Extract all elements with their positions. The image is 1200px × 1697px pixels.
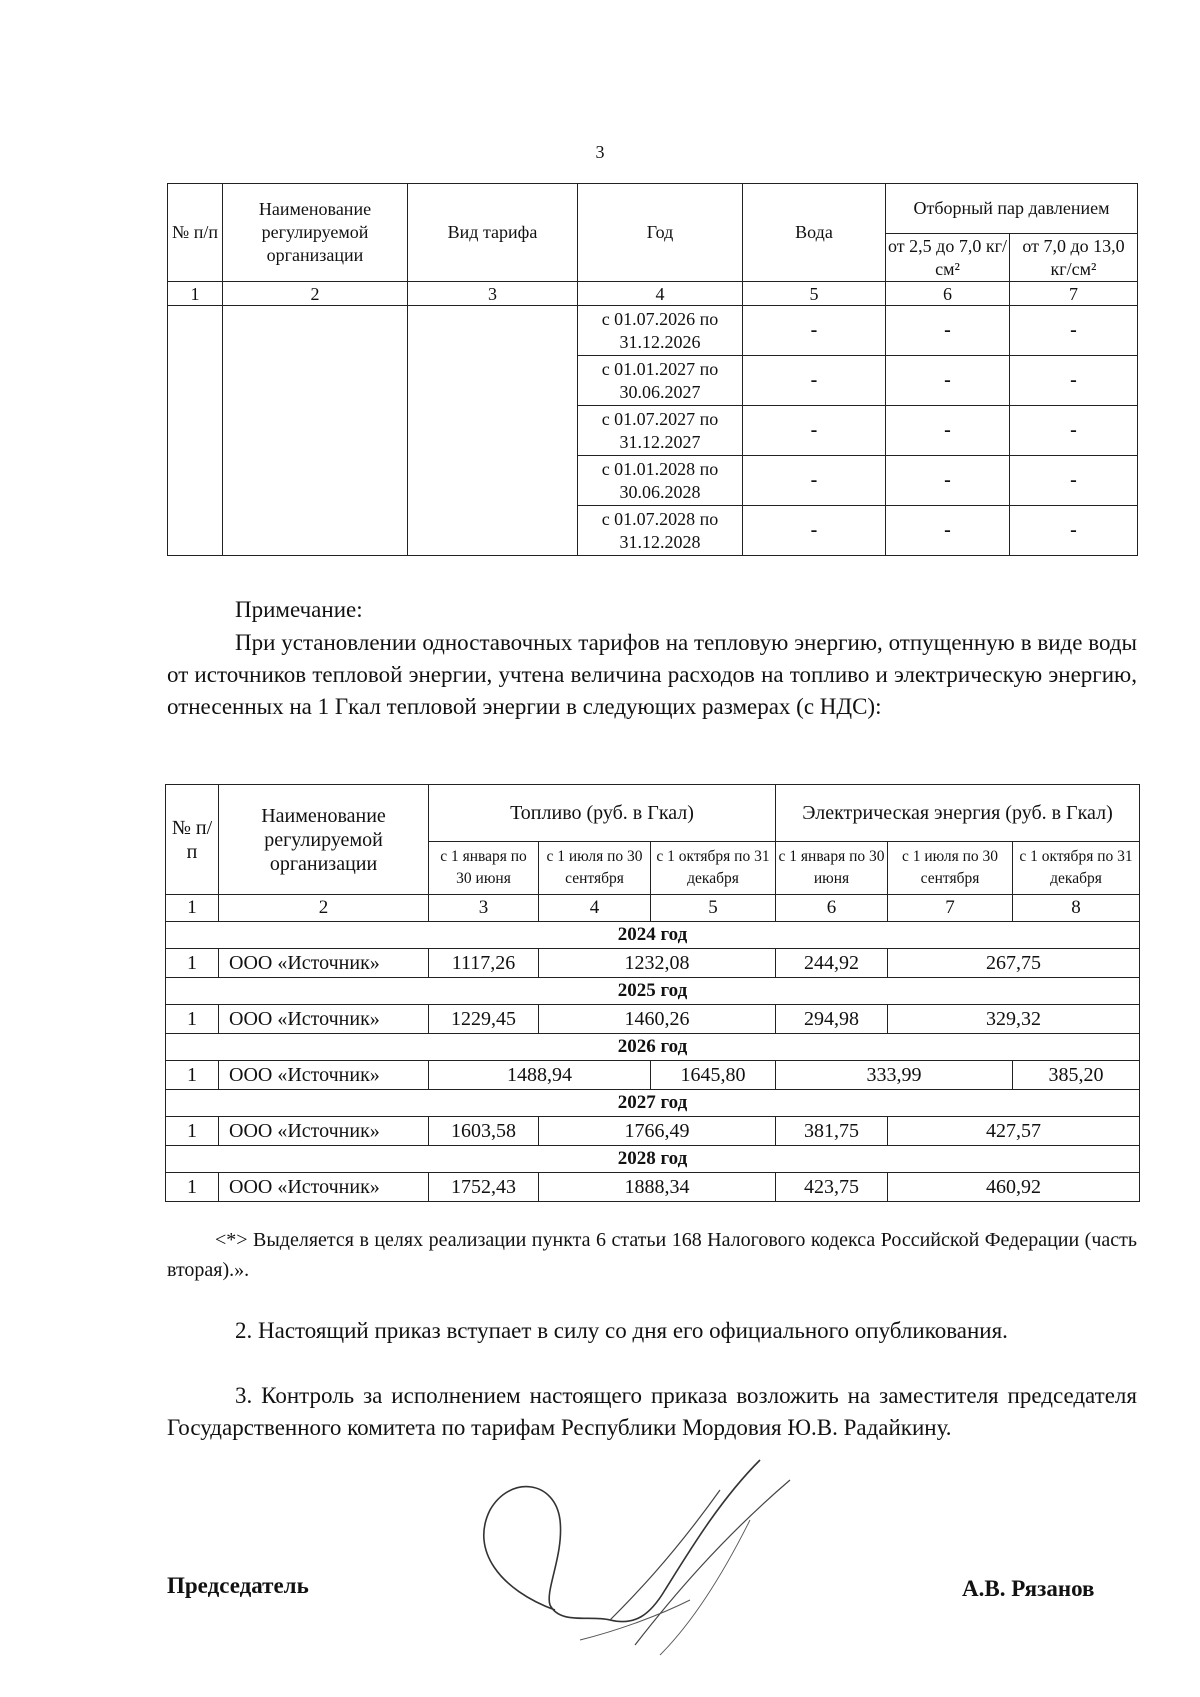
index-cell: 4: [539, 895, 651, 922]
header-org: Наименование регулируемой организации: [223, 184, 408, 282]
year-heading: 2024 год: [166, 922, 1140, 949]
handwritten-signature: [460, 1440, 840, 1680]
row-num: 1: [166, 1173, 219, 1202]
header-fuel: Топливо (руб. в Гкал): [429, 785, 776, 842]
fuel-value: 1766,49: [539, 1117, 776, 1146]
fuel-value: 1488,94: [429, 1061, 651, 1090]
table-row: [166, 1061, 1140, 1090]
cost-table: [165, 784, 1140, 1202]
index-cell: 7: [1010, 282, 1138, 306]
table-row: [166, 1005, 1140, 1034]
fuel-value: 1752,43: [429, 1173, 539, 1202]
fuel-value: 1117,26: [429, 949, 539, 978]
period-cell: с 01.01.2027 по 30.06.2027: [578, 356, 743, 406]
header-steam: Отборный пар давлением: [886, 184, 1138, 234]
water-cell: -: [743, 306, 886, 356]
steam-high-cell: -: [1010, 406, 1138, 456]
index-cell: 2: [223, 282, 408, 306]
water-cell: -: [743, 406, 886, 456]
water-cell: -: [743, 456, 886, 506]
note-title: Примечание:: [235, 597, 363, 622]
index-cell: 7: [888, 895, 1013, 922]
row-num: 1: [166, 1061, 219, 1090]
electric-value: 329,32: [888, 1005, 1140, 1034]
empty-cell: [223, 306, 408, 556]
electric-value: 385,20: [1013, 1061, 1140, 1090]
org-name: ООО «Источник»: [219, 1117, 429, 1146]
steam-low-cell: -: [886, 406, 1010, 456]
electric-value: 244,92: [776, 949, 888, 978]
row-num: 1: [166, 1005, 219, 1034]
header-tariff-type: Вид тарифа: [408, 184, 578, 282]
signatory-name: А.В. Рязанов: [962, 1576, 1095, 1601]
org-name: ООО «Источник»: [219, 1173, 429, 1202]
org-name: ООО «Источник»: [219, 1061, 429, 1090]
year-heading: 2026 год: [166, 1034, 1140, 1061]
org-name: ООО «Источник»: [219, 949, 429, 978]
steam-low-cell: -: [886, 356, 1010, 406]
header-num: № п/п: [166, 785, 219, 895]
fuel-value: 1460,26: [539, 1005, 776, 1034]
steam-high-cell: -: [1010, 356, 1138, 406]
signatory-position: Председатель: [167, 1573, 309, 1598]
steam-low-cell: -: [886, 306, 1010, 356]
steam-high-cell: -: [1010, 456, 1138, 506]
period-cell: с 01.01.2028 по 30.06.2028: [578, 456, 743, 506]
row-num: 1: [166, 1117, 219, 1146]
water-cell: -: [743, 356, 886, 406]
electric-value: 267,75: [888, 949, 1140, 978]
steam-high-cell: -: [1010, 506, 1138, 556]
index-cell: 5: [743, 282, 886, 306]
header-electric: Электрическая энергия (руб. в Гкал): [776, 785, 1140, 842]
table-row: [166, 1173, 1140, 1202]
electric-value: 423,75: [776, 1173, 888, 1202]
electric-value: 460,92: [888, 1173, 1140, 1202]
table-row: [166, 949, 1140, 978]
year-heading: 2027 год: [166, 1090, 1140, 1117]
table-row: [168, 306, 1138, 356]
year-heading: 2028 год: [166, 1146, 1140, 1173]
period-cell: с 01.07.2028 по 31.12.2028: [578, 506, 743, 556]
index-cell: 1: [166, 895, 219, 922]
index-cell: 8: [1013, 895, 1140, 922]
tariff-table: [167, 183, 1138, 556]
column-index-row: [168, 282, 1138, 306]
index-cell: 1: [168, 282, 223, 306]
steam-low-cell: -: [886, 456, 1010, 506]
footnote: <*> Выделяется в целях реализации пункта 6 статьи 168 Налогового кодекса Российской Федерации (часть вторая).».: [167, 1229, 1137, 1281]
header-electric-period-1: с 1 января по 30 июня: [776, 842, 888, 895]
page-number: 3: [595, 142, 605, 162]
fuel-value: 1232,08: [539, 949, 776, 978]
water-cell: -: [743, 506, 886, 556]
fuel-value: 1229,45: [429, 1005, 539, 1034]
column-index-row: [166, 895, 1140, 922]
index-cell: 5: [651, 895, 776, 922]
steam-low-cell: -: [886, 506, 1010, 556]
paragraph-2: 2. Настоящий приказ вступает в силу со дня его официального опубликования.: [235, 1318, 1008, 1343]
paragraph-3: 3. Контроль за исполнением настоящего приказа возложить на заместителя председателя Государственного комитета по тарифам Республики Мордовия Ю.В. Радайкину.: [167, 1383, 1137, 1440]
header-fuel-period-3: с 1 октября по 31 декабря: [651, 842, 776, 895]
period-cell: с 01.07.2026 по 31.12.2026: [578, 306, 743, 356]
steam-high-cell: -: [1010, 306, 1138, 356]
index-cell: 4: [578, 282, 743, 306]
table-row: [166, 1117, 1140, 1146]
header-steam-high: от 7,0 до 13,0 кг/см²: [1010, 234, 1138, 282]
fuel-value: 1645,80: [651, 1061, 776, 1090]
header-org: Наименование регулируемой организации: [219, 785, 429, 895]
header-fuel-period-1: с 1 января по 30 июня: [429, 842, 539, 895]
org-name: ООО «Источник»: [219, 1005, 429, 1034]
header-fuel-period-2: с 1 июля по 30 сентября: [539, 842, 651, 895]
index-cell: 3: [429, 895, 539, 922]
index-cell: 3: [408, 282, 578, 306]
fuel-value: 1888,34: [539, 1173, 776, 1202]
empty-cell: [408, 306, 578, 556]
period-cell: с 01.07.2027 по 31.12.2027: [578, 406, 743, 456]
header-water: Вода: [743, 184, 886, 282]
electric-value: 381,75: [776, 1117, 888, 1146]
index-cell: 6: [776, 895, 888, 922]
empty-cell: [168, 306, 223, 556]
electric-value: 294,98: [776, 1005, 888, 1034]
row-num: 1: [166, 949, 219, 978]
index-cell: 6: [886, 282, 1010, 306]
header-electric-period-2: с 1 июля по 30 сентября: [888, 842, 1013, 895]
header-num: № п/п: [168, 184, 223, 282]
note-text: При установлении одноставочных тарифов на тепловую энергию, отпущенную в виде воды от источников тепловой энергии, учтена величина расходов на топливо и электрическую энергию, отнесенных на 1 Гкал тепловой энергии в следующих размерах (с НДС):: [167, 630, 1137, 719]
electric-value: 333,99: [776, 1061, 1013, 1090]
header-steam-low: от 2,5 до 7,0 кг/см²: [886, 234, 1010, 282]
fuel-value: 1603,58: [429, 1117, 539, 1146]
year-heading: 2025 год: [166, 978, 1140, 1005]
header-year: Год: [578, 184, 743, 282]
header-electric-period-3: с 1 октября по 31 декабря: [1013, 842, 1140, 895]
index-cell: 2: [219, 895, 429, 922]
electric-value: 427,57: [888, 1117, 1140, 1146]
